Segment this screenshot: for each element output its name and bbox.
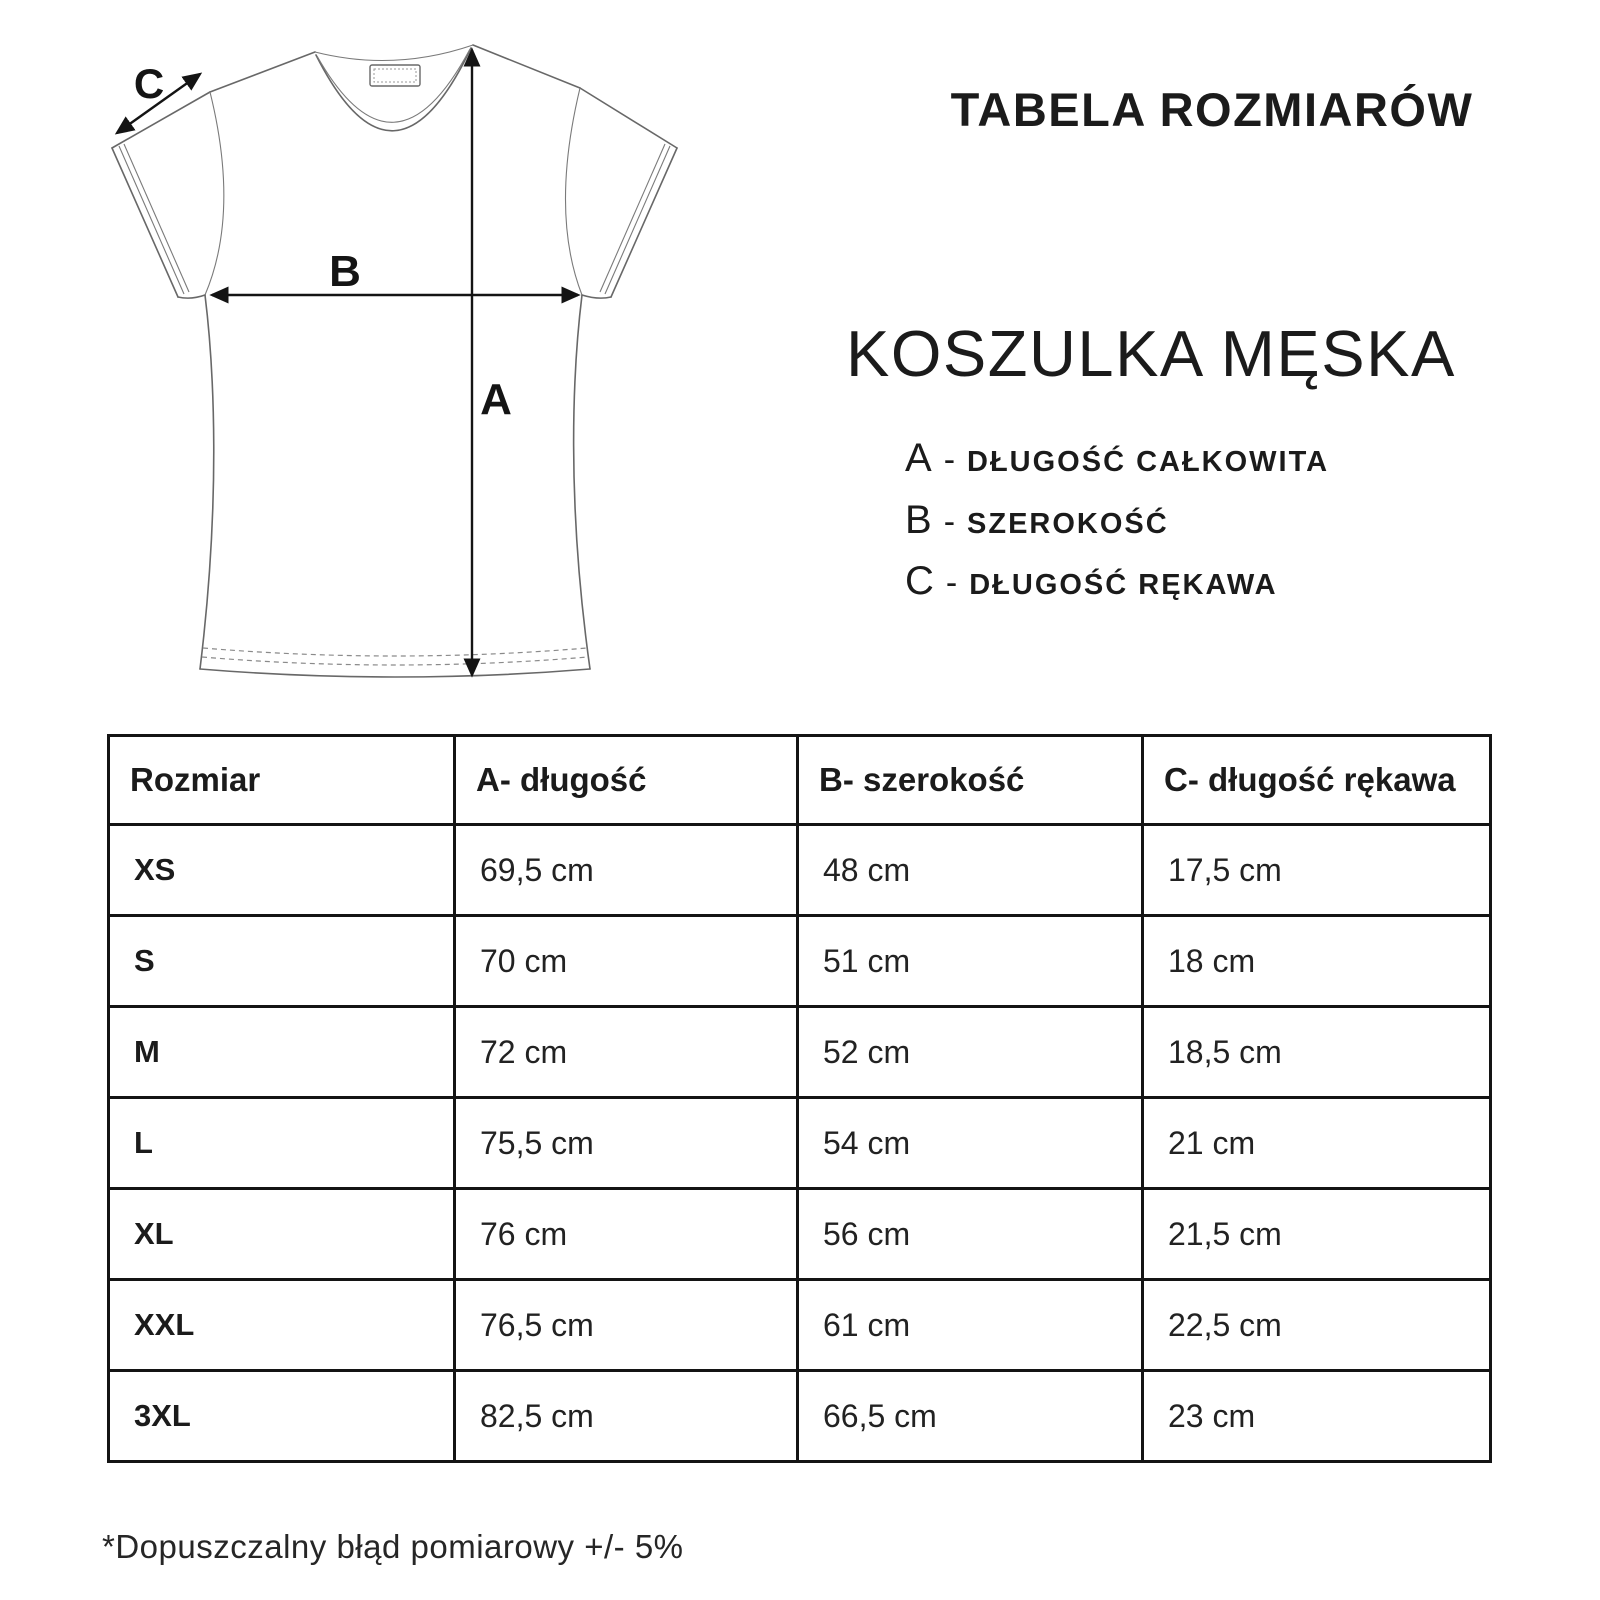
size-cell: L xyxy=(109,1098,455,1189)
measurement-legend xyxy=(905,432,1329,617)
size-cell: XS xyxy=(109,825,455,916)
size-cell: M xyxy=(109,1007,455,1098)
sleeve-cell: 21 cm xyxy=(1143,1098,1491,1189)
table-row xyxy=(109,1098,1491,1189)
length-cell: 76 cm xyxy=(455,1189,798,1280)
size-table xyxy=(107,734,1492,1463)
legend-item-a xyxy=(905,432,1329,494)
legend-key: C xyxy=(905,559,934,603)
length-cell: 69,5 cm xyxy=(455,825,798,916)
length-cell: 70 cm xyxy=(455,916,798,1007)
sleeve-cell: 22,5 cm xyxy=(1143,1280,1491,1371)
product-title: KOSZULKA MĘSKA xyxy=(846,317,1456,390)
dimension-label-b: B xyxy=(329,247,361,296)
sleeve-cell: 23 cm xyxy=(1143,1371,1491,1462)
width-cell: 52 cm xyxy=(798,1007,1143,1098)
size-cell: S xyxy=(109,916,455,1007)
length-cell: 72 cm xyxy=(455,1007,798,1098)
table-header-row xyxy=(109,736,1491,825)
sleeve-cell: 18,5 cm xyxy=(1143,1007,1491,1098)
legend-separator: - xyxy=(945,564,958,602)
width-cell: 56 cm xyxy=(798,1189,1143,1280)
table-row xyxy=(109,1189,1491,1280)
sleeve-cell: 21,5 cm xyxy=(1143,1189,1491,1280)
width-cell: 51 cm xyxy=(798,916,1143,1007)
table-row xyxy=(109,1280,1491,1371)
width-cell: 48 cm xyxy=(798,825,1143,916)
neck-label xyxy=(370,65,420,86)
table-row xyxy=(109,825,1491,916)
column-header-length: A- długość xyxy=(455,736,798,825)
length-cell: 75,5 cm xyxy=(455,1098,798,1189)
column-header-sleeve: C- długość rękawa xyxy=(1143,736,1491,825)
measurement-tolerance-footnote: *Dopuszczalny błąd pomiarowy +/- 5% xyxy=(102,1528,684,1565)
legend-separator: - xyxy=(943,502,956,541)
legend-label: DŁUGOŚĆ CAŁKOWITA xyxy=(967,446,1330,478)
legend-key: B xyxy=(905,497,932,542)
dimension-label-a: A xyxy=(480,375,512,424)
size-cell: XL xyxy=(109,1189,455,1280)
tshirt-measurement-diagram xyxy=(90,28,690,688)
column-header-width: B- szerokość xyxy=(798,736,1143,825)
length-cell: 82,5 cm xyxy=(455,1371,798,1462)
sleeve-cell: 17,5 cm xyxy=(1143,825,1491,916)
legend-label: SZEROKOŚĆ xyxy=(967,507,1169,540)
table-row xyxy=(109,1371,1491,1462)
dimension-label-c: C xyxy=(133,60,165,107)
table-row xyxy=(109,916,1491,1007)
legend-item-b xyxy=(905,494,1329,556)
column-header-size: Rozmiar xyxy=(109,736,455,825)
size-cell: XXL xyxy=(109,1280,455,1371)
sleeve-cell: 18 cm xyxy=(1143,916,1491,1007)
table-row xyxy=(109,1007,1491,1098)
length-cell: 76,5 cm xyxy=(455,1280,798,1371)
width-cell: 61 cm xyxy=(798,1280,1143,1371)
legend-separator: - xyxy=(943,441,956,479)
size-cell: 3XL xyxy=(109,1371,455,1462)
legend-item-c xyxy=(905,555,1329,617)
width-cell: 66,5 cm xyxy=(798,1371,1143,1462)
legend-key: A xyxy=(905,436,932,480)
page-title: TABELA ROZMIARÓW xyxy=(950,83,1474,136)
legend-label: DŁUGOŚĆ RĘKAWA xyxy=(969,569,1278,601)
tshirt-outline xyxy=(112,45,677,677)
tshirt-illustration xyxy=(90,28,690,688)
width-cell: 54 cm xyxy=(798,1098,1143,1189)
